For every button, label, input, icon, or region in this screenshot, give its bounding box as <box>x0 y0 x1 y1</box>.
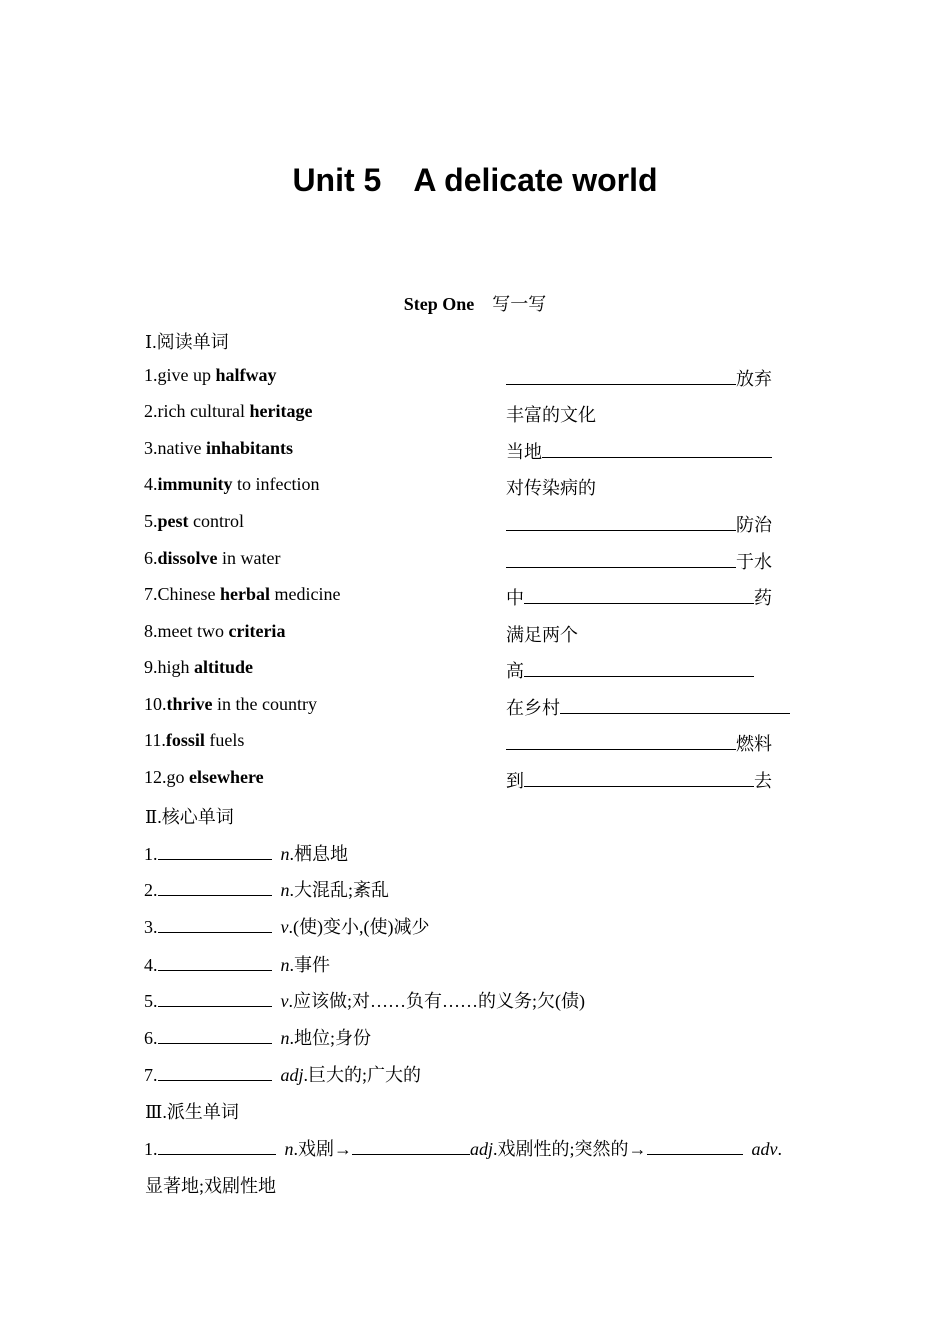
phrase-text: give up <box>157 365 216 385</box>
english-phrase <box>144 438 293 459</box>
phrase-text: native <box>157 438 206 458</box>
row-number: 3. <box>144 917 158 937</box>
key-word: dissolve <box>157 548 218 568</box>
answer-blank[interactable] <box>506 550 736 568</box>
section-3-heading: Ⅲ.派生单词 <box>145 1102 239 1122</box>
key-word: immunity <box>157 474 233 494</box>
part-of-speech: n <box>284 1139 294 1159</box>
meaning-text: 中 <box>506 588 524 608</box>
core-word-row <box>144 913 429 939</box>
meaning-text: 于水 <box>736 552 772 572</box>
phrase-text: 8. <box>144 621 158 641</box>
meaning: .巨大的;广大的 <box>303 1065 422 1085</box>
english-phrase <box>144 474 320 495</box>
answer-blank[interactable] <box>506 513 736 531</box>
phrase-text: in the country <box>212 694 317 714</box>
key-word: heritage <box>249 401 313 421</box>
part-of-speech: n <box>280 955 290 975</box>
answer-blank[interactable] <box>506 367 736 385</box>
phrase-text: Chinese <box>157 584 220 604</box>
answer-blank[interactable] <box>524 586 754 604</box>
meaning: .地位;身份 <box>289 1028 372 1048</box>
meaning: .事件 <box>289 955 330 975</box>
core-word-row <box>144 876 389 902</box>
row-number: 4. <box>144 955 158 975</box>
vocab-row <box>144 730 824 756</box>
english-phrase <box>144 548 281 569</box>
answer-blank[interactable] <box>647 1137 743 1155</box>
phrase-text: 3. <box>144 438 158 458</box>
part-of-speech: v <box>280 991 289 1011</box>
answer-blank[interactable] <box>158 842 272 860</box>
answer-blank[interactable] <box>158 1063 272 1081</box>
part-of-speech: n <box>280 880 290 900</box>
core-word-row <box>144 1061 421 1087</box>
core-word-row <box>144 1024 371 1050</box>
vocab-row <box>144 694 824 720</box>
derivative-row-1-continued: 显著地;戏剧性地 <box>145 1176 277 1196</box>
phrase-text: high <box>157 657 195 677</box>
answer-blank[interactable] <box>524 659 754 677</box>
phrase-text: 4. <box>144 474 158 494</box>
core-word-row <box>144 840 348 866</box>
vocab-row <box>144 548 824 574</box>
key-word: altitude <box>194 657 254 677</box>
vocab-row <box>144 511 824 537</box>
meaning-text: 去 <box>754 771 772 791</box>
meaning-text: 当地 <box>506 442 542 462</box>
chinese-meaning <box>506 621 578 647</box>
phrase-text: in water <box>217 548 281 568</box>
phrase-text: rich cultural <box>157 401 250 421</box>
vocab-row <box>144 621 824 647</box>
section-1-heading: Ⅰ.阅读单词 <box>145 332 229 352</box>
core-word-row <box>144 987 585 1013</box>
answer-blank[interactable] <box>158 915 272 933</box>
answer-blank[interactable] <box>158 878 272 896</box>
chinese-meaning <box>506 584 772 610</box>
answer-blank[interactable] <box>352 1137 470 1155</box>
answer-blank[interactable] <box>158 953 272 971</box>
key-word: elsewhere <box>189 767 264 787</box>
meaning-text: 燃料 <box>736 734 772 754</box>
phrase-text: 1. <box>144 365 158 385</box>
chinese-meaning <box>506 438 772 464</box>
chinese-meaning <box>506 730 772 756</box>
meaning: .戏剧性的;突然的→ <box>493 1139 647 1159</box>
phrase-text: go <box>166 767 189 787</box>
answer-blank[interactable] <box>524 769 754 787</box>
chinese-meaning <box>506 548 772 574</box>
row-number: 2. <box>144 880 158 900</box>
english-phrase <box>144 694 317 715</box>
part-of-speech: adj <box>470 1139 494 1159</box>
vocab-row <box>144 365 824 391</box>
meaning: .戏剧→ <box>293 1139 352 1159</box>
answer-blank[interactable] <box>506 732 736 750</box>
phrase-text: 11. <box>144 730 166 750</box>
step-heading <box>0 290 950 316</box>
meaning: . <box>777 1139 783 1159</box>
meaning-text: 防治 <box>736 515 772 535</box>
vocab-row <box>144 584 824 610</box>
phrase-text: to infection <box>232 474 320 494</box>
key-word: halfway <box>215 365 277 385</box>
meaning-text: 高 <box>506 661 524 681</box>
part-of-speech: v <box>280 917 289 937</box>
core-word-row <box>144 951 330 977</box>
phrase-text: fuels <box>204 730 245 750</box>
chinese-meaning <box>506 767 772 793</box>
english-phrase <box>144 401 312 422</box>
english-phrase <box>144 511 244 532</box>
phrase-text: 5. <box>144 511 158 531</box>
phrase-text: control <box>188 511 244 531</box>
meaning-text: 满足两个 <box>506 625 578 645</box>
chinese-meaning <box>506 401 596 427</box>
answer-blank[interactable] <box>158 1026 272 1044</box>
meaning: .(使)变小,(使)减少 <box>288 917 430 937</box>
chinese-meaning <box>506 694 790 720</box>
phrase-text: medicine <box>270 584 341 604</box>
key-word: inhabitants <box>205 438 294 458</box>
step-label: Step One <box>403 294 475 314</box>
meaning-text: 对传染病的 <box>506 478 596 498</box>
part-of-speech: adv <box>751 1139 778 1159</box>
meaning-text: 丰富的文化 <box>506 405 596 425</box>
row-number: 5. <box>144 991 158 1011</box>
english-phrase <box>144 365 277 386</box>
meaning-text: 药 <box>754 588 772 608</box>
answer-blank[interactable] <box>542 440 772 458</box>
english-phrase <box>144 767 264 788</box>
phrase-text: 2. <box>144 401 158 421</box>
english-phrase <box>144 584 341 605</box>
meaning: .大混乱;紊乱 <box>289 880 390 900</box>
vocab-row <box>144 474 824 500</box>
phrase-text: 9. <box>144 657 158 677</box>
key-word: herbal <box>220 584 271 604</box>
vocab-row <box>144 767 824 793</box>
vocab-row <box>144 401 824 427</box>
english-phrase <box>144 621 285 642</box>
chinese-meaning <box>506 365 772 391</box>
meaning: .应该做;对……负有……的义务;欠(债) <box>288 991 585 1011</box>
part-of-speech: n <box>280 844 290 864</box>
chinese-meaning <box>506 511 772 537</box>
vocab-row <box>144 438 824 464</box>
chinese-meaning <box>506 657 754 683</box>
part-of-speech: n <box>280 1028 290 1048</box>
key-word: criteria <box>228 621 286 641</box>
meaning-text: 到 <box>506 771 524 791</box>
english-phrase <box>144 657 253 678</box>
unit-title: Unit 5 A delicate world <box>292 162 658 198</box>
row-number: 1. <box>144 1139 158 1159</box>
phrase-text: 7. <box>144 584 158 604</box>
vocab-row <box>144 657 824 683</box>
section-2-heading: Ⅱ.核心单词 <box>145 807 234 827</box>
row-number: 6. <box>144 1028 158 1048</box>
chinese-meaning <box>506 474 596 500</box>
row-number: 7. <box>144 1065 158 1085</box>
step-subtitle: 写一写 <box>474 294 547 314</box>
answer-blank[interactable] <box>158 989 272 1007</box>
key-word: thrive <box>166 694 213 714</box>
phrase-text: 6. <box>144 548 158 568</box>
key-word: fossil <box>165 730 205 750</box>
meaning-text: 在乡村 <box>506 698 560 718</box>
meaning: .栖息地 <box>289 844 348 864</box>
phrase-text: 12. <box>144 767 167 787</box>
derivative-row-1 <box>144 1135 782 1161</box>
phrase-text: meet two <box>157 621 229 641</box>
row-number: 1. <box>144 844 158 864</box>
part-of-speech: adj <box>280 1065 304 1085</box>
phrase-text: 10. <box>144 694 167 714</box>
english-phrase <box>144 730 244 751</box>
answer-blank[interactable] <box>158 1137 276 1155</box>
meaning-text: 放弃 <box>736 369 772 389</box>
answer-blank[interactable] <box>560 696 790 714</box>
key-word: pest <box>157 511 189 531</box>
